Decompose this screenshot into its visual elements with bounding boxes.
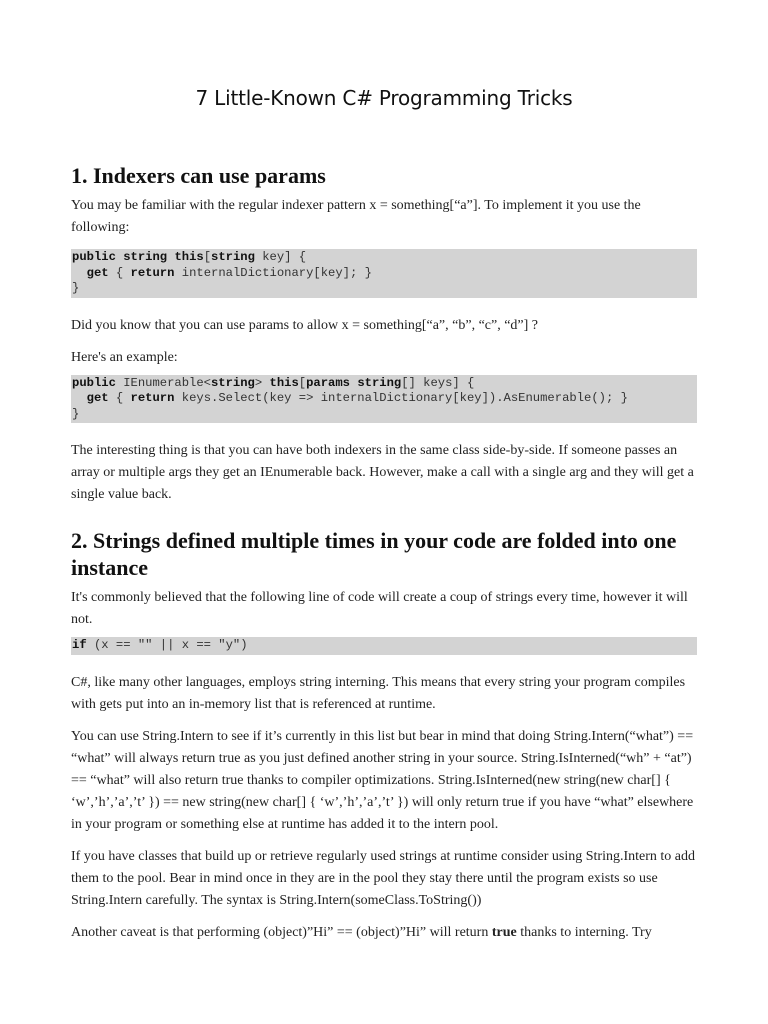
section-string-interning: [71, 528, 697, 943]
code-keyword: public: [72, 250, 116, 265]
code-keyword: string: [123, 250, 168, 265]
code-keyword: string: [210, 375, 255, 390]
code-keyword: get: [86, 391, 109, 406]
code-block: [71, 637, 697, 655]
code-text: }: [72, 281, 80, 296]
paragraph: [71, 922, 697, 944]
code-block: [71, 249, 697, 298]
code-keyword: this: [174, 250, 204, 265]
code-keyword: string: [211, 250, 255, 265]
code-text: (x == "" || x == "y"): [86, 638, 248, 653]
code-text: {: [108, 265, 131, 280]
code-text: [72, 266, 87, 280]
text-run: thanks to interning. Try: [516, 924, 652, 940]
paragraph: Did you know that you can use params to allow x = something[“a”, “b”, “c”, “d”] ?: [71, 317, 539, 333]
code-keyword: return: [130, 265, 175, 280]
code-keyword: this: [269, 375, 299, 390]
code-text: [] keys] {: [401, 375, 475, 390]
code-keyword: return: [130, 391, 175, 406]
paragraph: If you have classes that build up or retrieve regularly used strings at runtime consider using String.Intern to add them to the pool. Bear in mind once in they are in the pool they stay there until the program exists so use String.Intern carefully. The syntax is String.Intern(someClass.ToString()): [71, 848, 696, 908]
document-body: [71, 163, 697, 954]
code-block: [71, 375, 697, 424]
code-text: keys.Select(key => internalDictionary[key]).AsEnumerable(); }: [174, 391, 628, 406]
code-text: }: [72, 406, 80, 421]
section-heading: 2. Strings defined multiple times in your code are folded into one instance: [71, 528, 677, 580]
section-indexers: [71, 163, 697, 506]
code-text: {: [108, 391, 131, 406]
code-text: internalDictionary[key]; }: [174, 265, 372, 280]
section-heading: 1. Indexers can use params: [71, 163, 326, 188]
text-run: Another caveat is that performing (object)”Hi” == (object)”Hi” will return: [71, 924, 492, 940]
code-keyword: params: [306, 375, 350, 390]
code-keyword: public: [72, 375, 116, 390]
bold-text: true: [491, 924, 517, 940]
code-keyword: string: [357, 375, 402, 390]
paragraph: You can use String.Intern to see if it’s currently in this list but bear in mind that doing String.Intern(“what”) == “what” will always return true as you just defined another string in your source. String.IsInterned(“wh” + “at”) == “what” will also return true thanks to compiler optimizations. String.IsInterned(new string(new char[] { ‘w’,’h’,’a’,’t’ }) == new string(new char[] { ‘w’,’h’,’a’,’t’ }) will only return true if you have “what” elsewhere in your program or something else at runtime has added it to the intern pool.: [71, 728, 694, 832]
code-text: [: [203, 250, 212, 265]
code-text: [72, 391, 87, 405]
paragraph: It's commonly believed that the following line of code will create a coup of strings every time, however it will not.: [71, 590, 688, 628]
paragraph: You may be familiar with the regular indexer pattern x = something[“a”]. To implement it you use the following:: [71, 198, 641, 236]
code-keyword: if: [72, 638, 87, 653]
paragraph: C#, like many other languages, employs string interning. This means that every string your program compiles with gets put into an in-memory list that is referenced at runtime.: [71, 674, 686, 712]
code-keyword: get: [86, 265, 109, 280]
code-text: key] {: [254, 250, 307, 265]
paragraph: Here's an example:: [71, 349, 178, 365]
paragraph: The interesting thing is that you can have both indexers in the same class side-by-side. If someone passes an array or multiple args they get an IEnumerable back. However, make a call with a single arg and they will get a single value back.: [71, 443, 694, 503]
code-text: IEnumerable<: [115, 375, 211, 390]
document-title: 7 Little-Known C# Programming Tricks: [195, 86, 573, 110]
code-text: >: [254, 375, 270, 390]
code-text: [: [298, 375, 307, 390]
